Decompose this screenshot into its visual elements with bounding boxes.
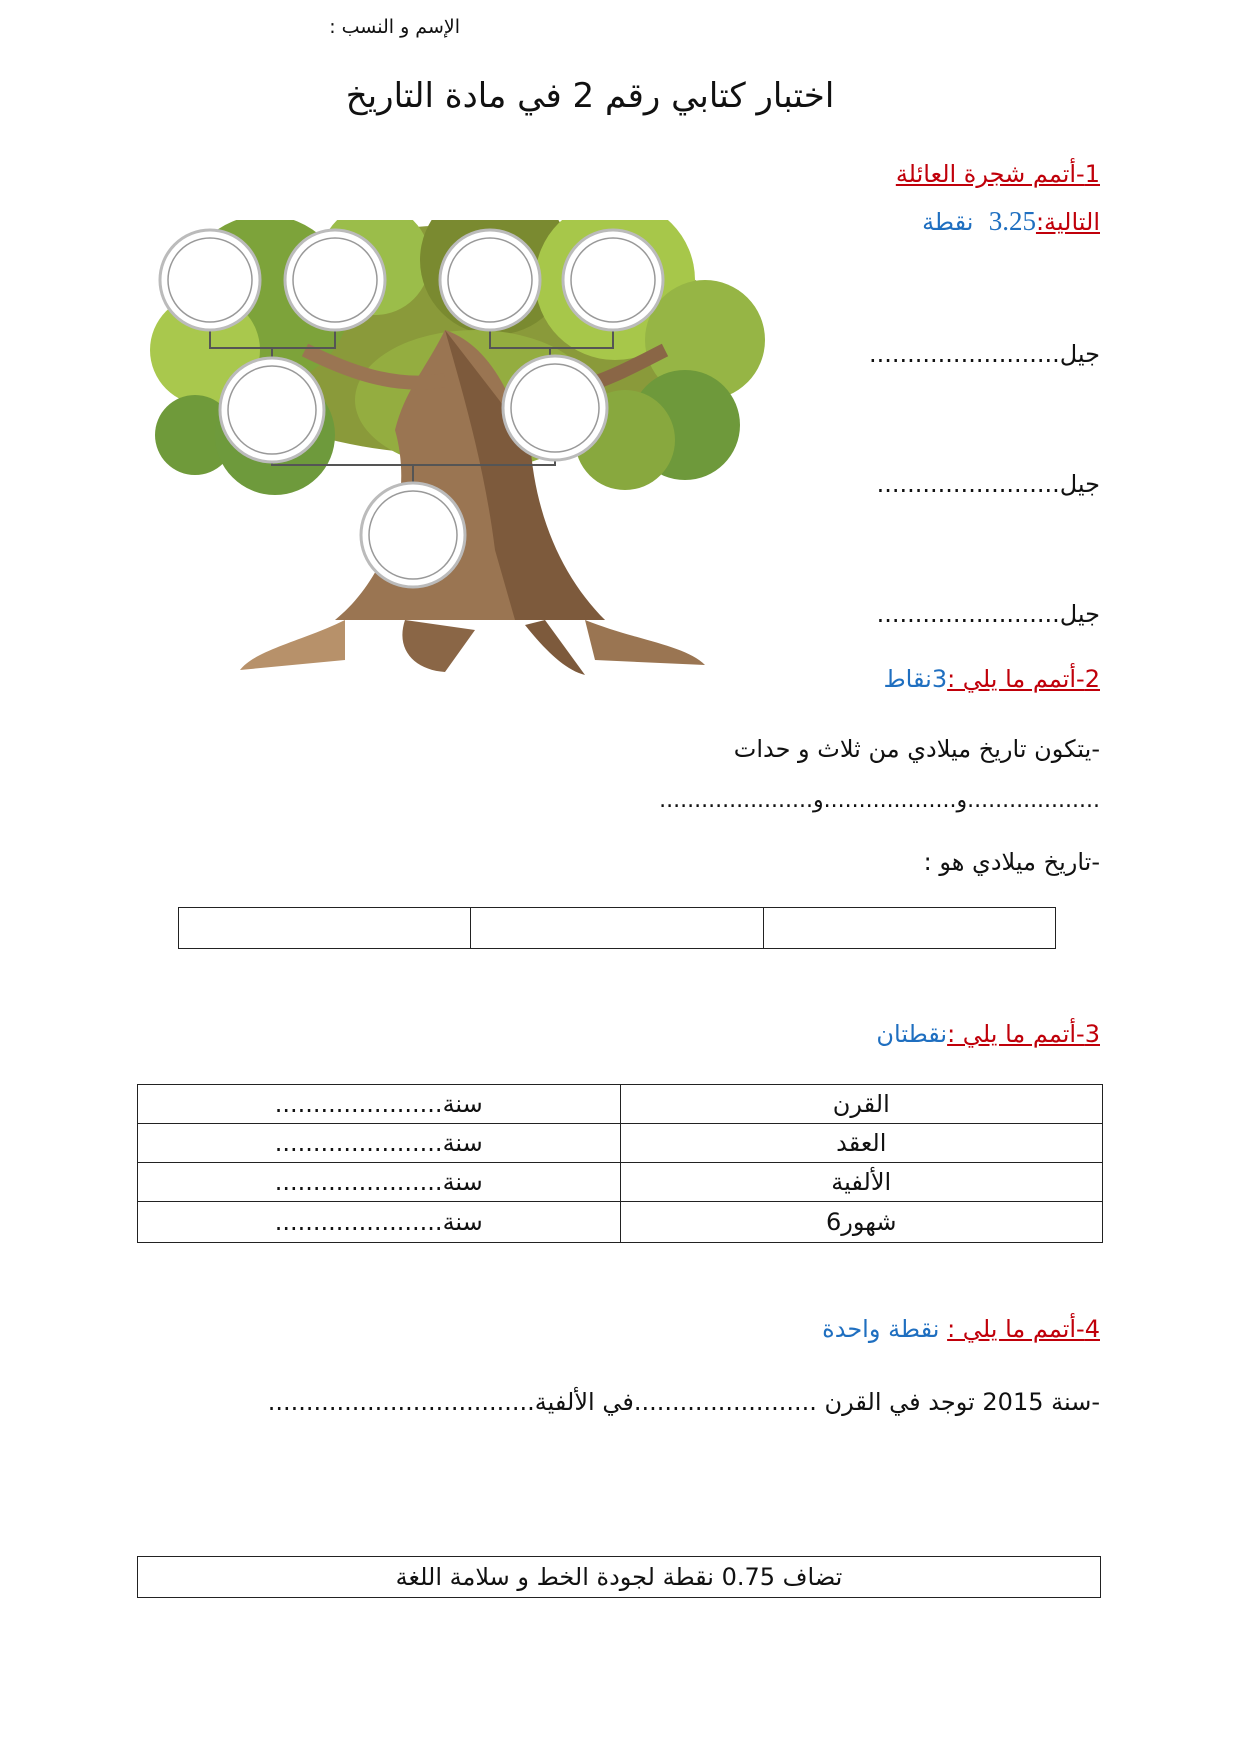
- q3-heading: [876, 1020, 1100, 1048]
- answer-cell[interactable]: ......................سنة: [138, 1085, 621, 1124]
- parent-circle-1[interactable]: [220, 358, 324, 462]
- page-title: اختبار كتابي رقم 2 في مادة التاريخ: [345, 76, 835, 116]
- q2-points: 3نقاط: [883, 665, 948, 693]
- date-cell-2[interactable]: [471, 908, 763, 949]
- parent-circle-2[interactable]: [503, 356, 607, 460]
- q4-label: 4-أتمم ما يلي :: [947, 1315, 1100, 1343]
- q1-points-word: نقطة: [922, 208, 974, 236]
- q2-statement: -يتكون تاريخ ميلادي من ثلاث و حدات: [733, 735, 1100, 763]
- answer-cell[interactable]: ......................سنة: [138, 1124, 621, 1163]
- q4-heading: [822, 1315, 1100, 1343]
- q4-points: نقطة واحدة: [822, 1315, 940, 1343]
- family-tree-illustration: [145, 220, 785, 675]
- student-name-label: الإسم و النسب :: [329, 16, 460, 38]
- table-row: [138, 1202, 1103, 1243]
- answer-cell[interactable]: ......................سنة: [138, 1163, 621, 1202]
- grandparent-circle-3[interactable]: [440, 230, 540, 330]
- q1-points: 3.25: [988, 206, 1036, 236]
- q1-label-continuation: التالية:: [1035, 208, 1100, 236]
- term-cell: القرن: [620, 1085, 1103, 1124]
- q2-heading: [883, 665, 1100, 693]
- generation-line-2[interactable]: جيل........................: [876, 470, 1100, 498]
- handwriting-bonus-note: تضاف 0.75 نقطة لجودة الخط و سلامة اللغة: [137, 1556, 1101, 1598]
- generation-line-3[interactable]: جيل........................: [876, 600, 1100, 628]
- table-row: [138, 1085, 1103, 1124]
- date-table: [178, 907, 1056, 949]
- q3-points: نقطتان: [876, 1020, 948, 1048]
- table-row: [138, 1163, 1103, 1202]
- date-cell-3[interactable]: [763, 908, 1055, 949]
- term-cell: 6شهور: [620, 1202, 1103, 1243]
- term-cell: العقد: [620, 1124, 1103, 1163]
- q3-label: 3-أتمم ما يلي :: [947, 1020, 1100, 1048]
- q1-label-line2: [922, 206, 1100, 237]
- q4-statement[interactable]: -سنة 2015 توجد في القرن ........................في الألفية...................................: [267, 1388, 1100, 1416]
- grandparent-circle-2[interactable]: [285, 230, 385, 330]
- answer-cell[interactable]: ......................سنة: [138, 1202, 621, 1243]
- date-cell-1[interactable]: [179, 908, 471, 949]
- q2-date-statement: -تاريخ ميلادي هو :: [923, 848, 1100, 876]
- q2-label: 2-أتمم ما يلي :: [947, 665, 1100, 693]
- child-circle[interactable]: [361, 483, 465, 587]
- time-units-table: [137, 1084, 1103, 1243]
- grandparent-circle-4[interactable]: [563, 230, 663, 330]
- term-cell: الألفية: [620, 1163, 1103, 1202]
- generation-line-1[interactable]: جيل.........................: [869, 340, 1100, 368]
- q1-label: 1-أتمم شجرة العائلة: [895, 160, 1100, 188]
- q2-answer-line[interactable]: ...................و...................و......................: [659, 788, 1100, 813]
- grandparent-circle-1[interactable]: [160, 230, 260, 330]
- table-row: [138, 1124, 1103, 1163]
